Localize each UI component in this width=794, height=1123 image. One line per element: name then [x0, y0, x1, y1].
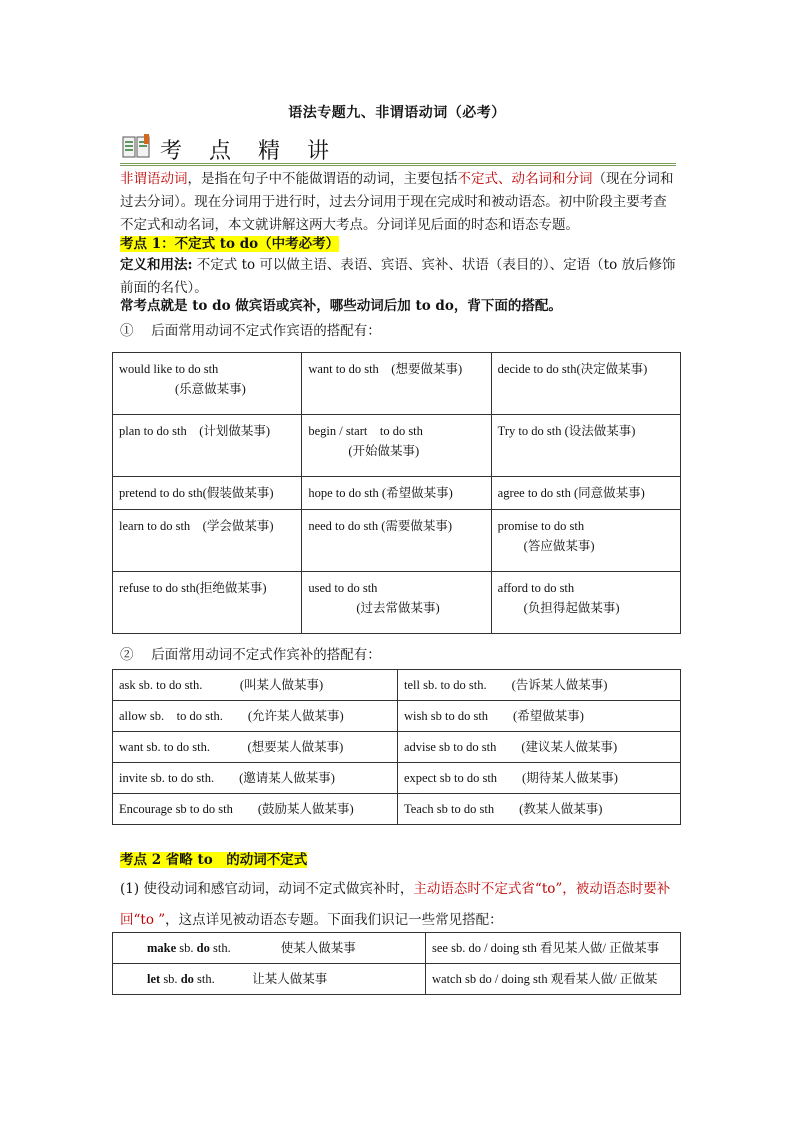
table-cell [302, 353, 491, 415]
table-cell: invite sb. to do sth. (邀请某人做某事) [113, 763, 398, 794]
sub-heading-object: ① 后面常用动词不定式作宾语的搭配有： [120, 323, 381, 339]
book-icon [122, 134, 152, 160]
point2-heading: 考点 2 省略 to 的动词不定式 [120, 852, 308, 868]
cell-phrase: begin / start to do sth [308, 424, 423, 438]
table-row [113, 964, 681, 995]
cell-meaning: (乐意做某事) [175, 382, 246, 396]
cell-meaning: (负担得起做某事) [523, 601, 620, 615]
table-row [113, 701, 681, 732]
point2-paragraph [120, 874, 680, 936]
table-row [113, 477, 681, 510]
intro-term: 非谓语动词 [120, 171, 188, 187]
table-cell [491, 572, 680, 634]
table-row [113, 732, 681, 763]
tip-line: 常考点就是 to do 做宾语或宾补，哪些动词后加 to do，背下面的搭配。 [120, 298, 562, 314]
cell-phrase: hope to do sth (希望做某事) [308, 486, 453, 500]
table-cell [491, 510, 680, 572]
cell-phrase: plan to do sth (计划做某事) [119, 424, 271, 438]
table-cell [113, 572, 302, 634]
intro-paragraph [120, 168, 680, 237]
table-row [113, 572, 681, 634]
table-cell [491, 477, 680, 510]
cell-phrase: used to do sth [308, 581, 378, 595]
bare-infinitive-table [112, 932, 681, 995]
definition-paragraph [120, 254, 680, 300]
definition-label: 定义和用法: [120, 257, 193, 273]
table-cell [113, 964, 426, 995]
cell-meaning: (过去常做某事) [356, 601, 440, 615]
cell-meaning: (答应做某事) [523, 539, 595, 553]
table-row [113, 933, 681, 964]
point2-heading-line [120, 849, 680, 872]
cell-text: sb. [176, 941, 197, 955]
infinitive-object-table [112, 352, 681, 634]
cell-phrase: Try to do sth (设法做某事) [497, 424, 636, 438]
table-cell [113, 353, 302, 415]
table-cell: wish sb to do sth (希望做某事) [398, 701, 681, 732]
table-row [113, 763, 681, 794]
point2-text-a: (1) 使役动词和感官动词，动词不定式做宾补时， [120, 881, 414, 897]
cell-phrase: would like to do sth [119, 362, 219, 376]
point2-text-b: 主动语态时不定式省“to”，被动语态时要补回“to ” [120, 881, 671, 928]
table-cell: watch sb do / doing sth 观看某人做/ 正做某 [426, 964, 681, 995]
table-cell: see sb. do / doing sth 看见某人做/ 正做某事 [426, 933, 681, 964]
table-cell [302, 477, 491, 510]
point1-heading: 考点 1：不定式 to do（中考必考） [120, 236, 340, 252]
cell-text: sth. 使某人做某事 [209, 941, 356, 955]
table-cell [302, 415, 491, 477]
table-row [113, 670, 681, 701]
sub-heading-complement: ② 后面常用动词不定式作宾补的搭配有： [120, 647, 381, 663]
table-cell [113, 415, 302, 477]
cell-phrase: refuse to do sth(拒绝做某事) [119, 581, 267, 595]
cell-phrase: need to do sth (需要做某事) [308, 519, 453, 533]
point2-text-c: ，这点详见被动语态专题。下面我们识记一些常见搭配： [165, 912, 503, 928]
table-cell [302, 510, 491, 572]
verb: do [196, 941, 210, 955]
table-cell: advise sb to do sth (建议某人做某事) [398, 732, 681, 763]
table-cell: tell sb. to do sth. (告诉某人做某事) [398, 670, 681, 701]
cell-phrase: agree to do sth (同意做某事) [497, 486, 645, 500]
cell-text: sth. 让某人做某事 [193, 972, 328, 986]
section-header-label: 考 点 精 讲 [160, 139, 339, 164]
cell-meaning: (开始做某事) [348, 444, 420, 458]
table-cell [491, 415, 680, 477]
table-cell: want sb. to do sth. (想要某人做某事) [113, 732, 398, 763]
table-row [113, 353, 681, 415]
infinitive-complement-table [112, 669, 681, 825]
table-cell [113, 510, 302, 572]
intro-text-1: ，是指在句子中不能做谓语的动词，主要包括 [187, 171, 458, 187]
verb: let [147, 972, 161, 986]
page-title: 语法专题九、非谓语动词（必考） [288, 105, 506, 121]
table-row [113, 415, 681, 477]
cell-phrase: afford to do sth [497, 581, 575, 595]
intro-kinds: 不定式、动名词和分词 [457, 171, 593, 187]
cell-text: sb. [160, 972, 181, 986]
table-cell [113, 477, 302, 510]
table-cell: Encourage sb to do sth (鼓励某人做某事) [113, 794, 398, 825]
table-cell [491, 353, 680, 415]
cell-phrase: pretend to do sth(假装做某事) [119, 486, 274, 500]
table-row [113, 794, 681, 825]
definition-text: 不定式 to 可以做主语、表语、宾语、宾补、状语（表目的）、定语（to 放后修饰前面的名代）。 [120, 257, 676, 296]
table-row [113, 510, 681, 572]
header-divider [120, 163, 676, 166]
cell-phrase: want to do sth (想要做某事) [308, 362, 463, 376]
cell-phrase: learn to do sth (学会做某事) [119, 519, 274, 533]
verb: make [147, 941, 177, 955]
table-cell: expect sb to do sth (期待某人做某事) [398, 763, 681, 794]
table-cell: allow sb. to do sth. (允许某人做某事) [113, 701, 398, 732]
section-header [120, 132, 676, 166]
intro-text-2: （现在分词和过去分词）。现在分词用于进行时，过去分词用于现在完成时和被动语态。初中阶段主要考查不定式和动名词，本文就讲解这两大考点。分词详见后面的时态和语态专题。 [120, 171, 674, 233]
verb: do [180, 972, 194, 986]
table-cell: ask sb. to do sth. (叫某人做某事) [113, 670, 398, 701]
cell-phrase: promise to do sth [497, 519, 585, 533]
cell-phrase: decide to do sth(决定做某事) [497, 362, 648, 376]
table-cell: Teach sb to do sth (教某人做某事) [398, 794, 681, 825]
table-cell [113, 933, 426, 964]
point1-heading-line [120, 233, 680, 256]
table-cell [302, 572, 491, 634]
